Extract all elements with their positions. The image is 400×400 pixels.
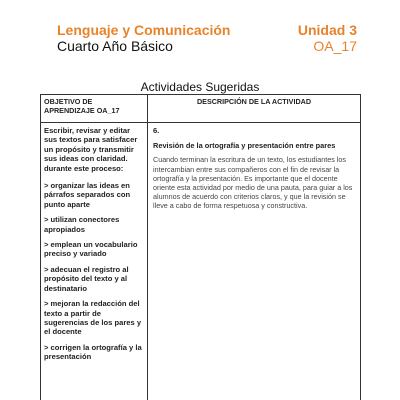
activity-title: Revisión de la ortografía y presentación entre pares bbox=[153, 141, 336, 151]
activity-description: Cuando terminan la escritura de un texto, los estudiantes los intercambian entre sus compañeros con el fin de revisar la ortografía y la presentación. Es importante que el docente oriente esta actividad por medio de una pauta, para guiar a los alumnos de acuerdo con criterios claros, y que la revisión se lleve a cabo de forma respetuosa y constructiva. bbox=[153, 155, 353, 211]
unit-label: Unidad 3 bbox=[297, 22, 357, 38]
activities-table bbox=[40, 94, 361, 400]
table-row bbox=[41, 123, 361, 400]
objective-cell bbox=[41, 123, 148, 400]
objective-code-label: OA_17 bbox=[313, 38, 357, 54]
objective-column-header: OBJETIVO DE APRENDIZAJE OA_17 bbox=[41, 95, 148, 123]
objective-point: > organizar las ideas en párrafos separados con punto aparte bbox=[44, 181, 131, 209]
activity-cell bbox=[148, 123, 361, 400]
objective-point: > emplean un vocabulario preciso y variado bbox=[44, 240, 138, 259]
objective-point: > utilizan conectores apropiados bbox=[44, 215, 120, 234]
grade-label: Cuarto Año Básico bbox=[57, 38, 173, 54]
table-header-row bbox=[41, 95, 361, 123]
subject-title: Lenguaje y Comunicación bbox=[57, 22, 231, 38]
objective-point: > mejoran la redacción del texto a partir de sugerencias de los pares y el docente bbox=[44, 299, 142, 337]
objective-intro: Escribir, revisar y editar sus textos para satisfacer un propósito y transmitir sus ideas con claridad. durante este proceso: bbox=[44, 126, 138, 173]
objective-point: > adecuan el registro al propósito del texto y al destinatario bbox=[44, 264, 129, 293]
objective-point: > corrigen la ortografía y la presentación bbox=[44, 342, 142, 362]
section-title: Actividades Sugeridas bbox=[140, 80, 260, 94]
description-column-header: DESCRIPCIÓN DE LA ACTIVIDAD bbox=[148, 95, 361, 123]
activity-number: 6. bbox=[153, 126, 160, 135]
document-header bbox=[57, 22, 357, 56]
